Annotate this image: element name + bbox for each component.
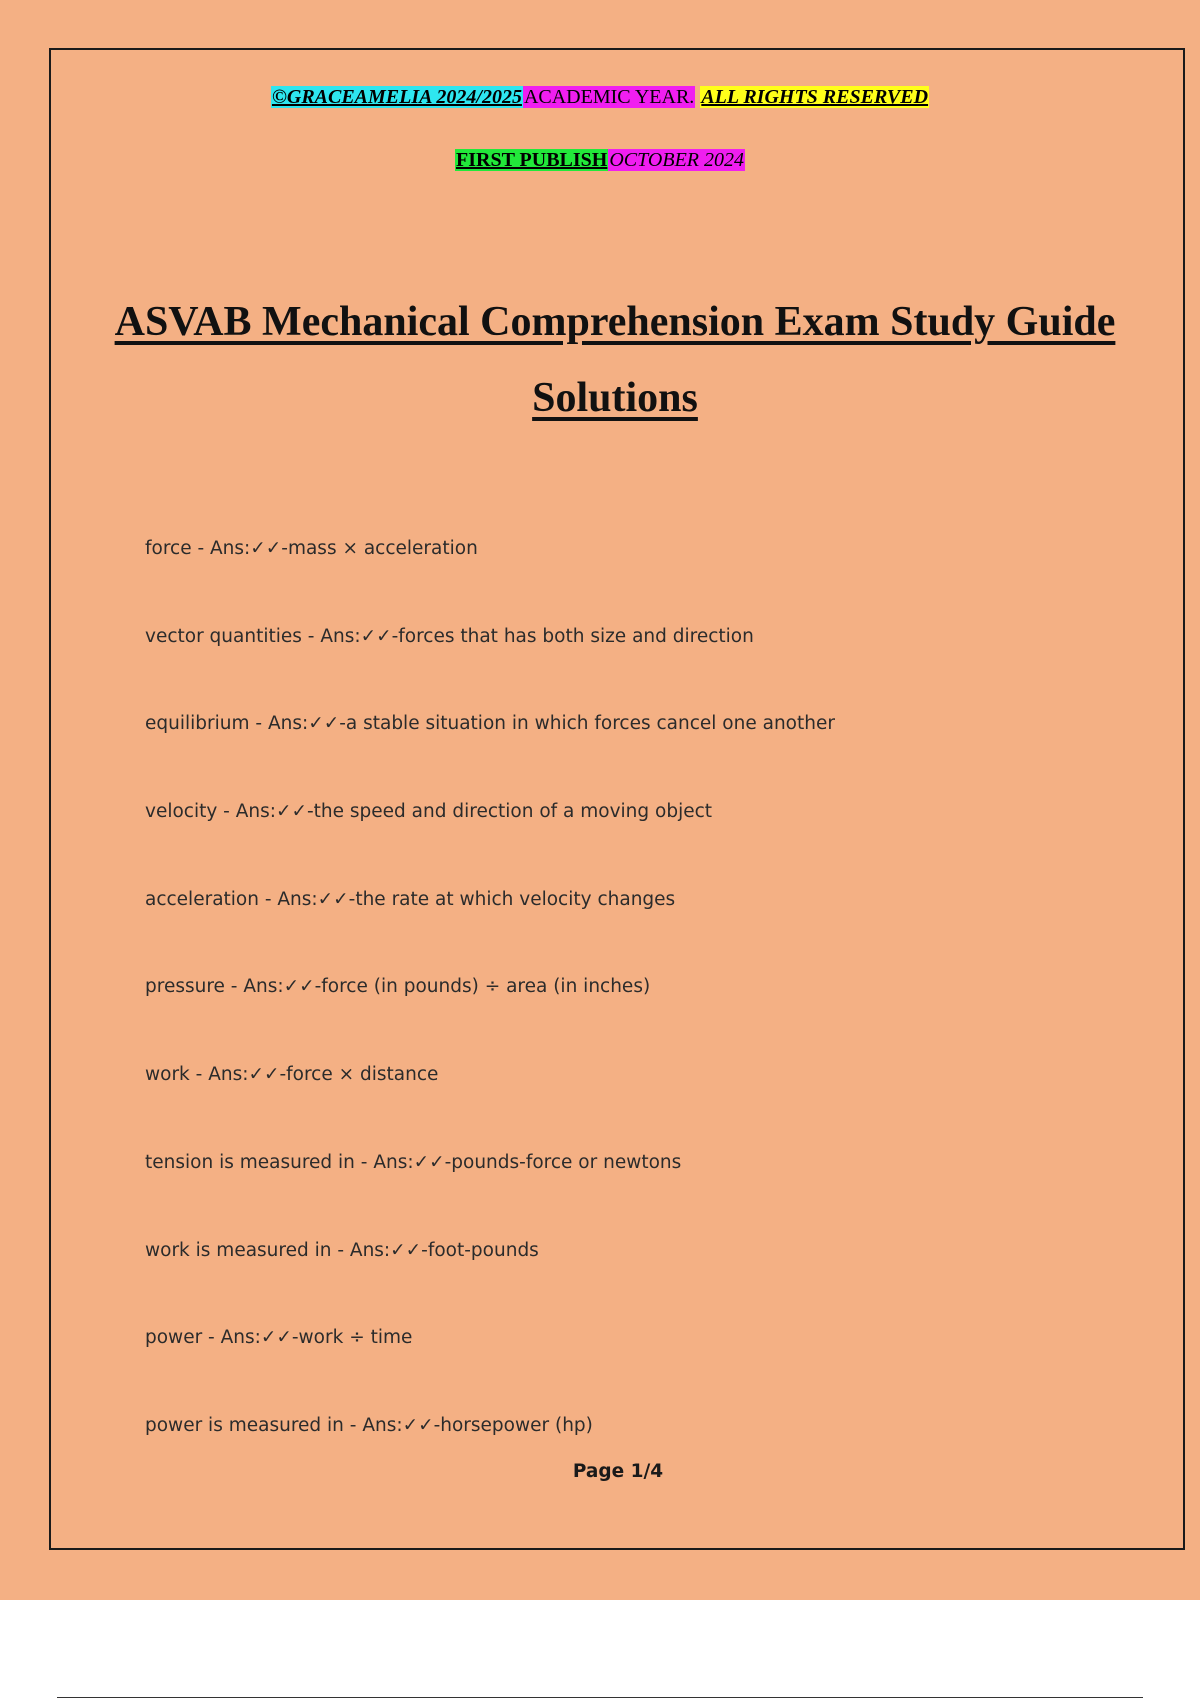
qa-item-equilibrium: equilibrium - Ans:✓✓-a stable situation in which forces cancel one another <box>145 713 835 735</box>
page-number: Page 1/4 <box>572 1461 664 1482</box>
qa-item-tension-unit: tension is measured in - Ans:✓✓-pounds-force or newtons <box>145 1151 682 1173</box>
qa-item-power: power - Ans:✓✓-work ÷ time <box>145 1327 413 1349</box>
qa-item-power-unit: power is measured in - Ans:✓✓-horsepower (hp) <box>145 1414 593 1436</box>
qa-item-work-unit: work is measured in - Ans:✓✓-foot-pounds <box>145 1239 539 1261</box>
publish-line <box>0 147 1200 173</box>
bottom-divider <box>57 1697 1143 1698</box>
academic-year-text: ACADEMIC YEAR. <box>523 86 695 108</box>
qa-item-work: work - Ans:✓✓-force × distance <box>145 1064 439 1086</box>
rights-text: ALL RIGHTS RESERVED <box>701 86 929 108</box>
copyright-line <box>0 84 1200 110</box>
qa-item-velocity: velocity - Ans:✓✓-the speed and direction of a moving object <box>145 801 713 823</box>
qa-item-acceleration: acceleration - Ans:✓✓-the rate at which velocity changes <box>145 888 676 910</box>
first-publish-text: FIRST PUBLISH <box>456 149 608 171</box>
qa-item-pressure: pressure - Ans:✓✓-force (in pounds) ÷ area (in inches) <box>145 976 651 998</box>
qa-list <box>145 536 1145 1501</box>
qa-item-force: force - Ans:✓✓-mass × acceleration <box>145 538 478 559</box>
document-title: ASVAB Mechanical Comprehension Exam Study Guide Solutions <box>114 299 1116 421</box>
copyright-text: ©GRACEAMELIA 2024/2025 <box>271 86 522 108</box>
publish-date-text: OCTOBER 2024 <box>609 149 744 171</box>
qa-item-vector-quantities: vector quantities - Ans:✓✓-forces that has both size and direction <box>145 625 754 647</box>
